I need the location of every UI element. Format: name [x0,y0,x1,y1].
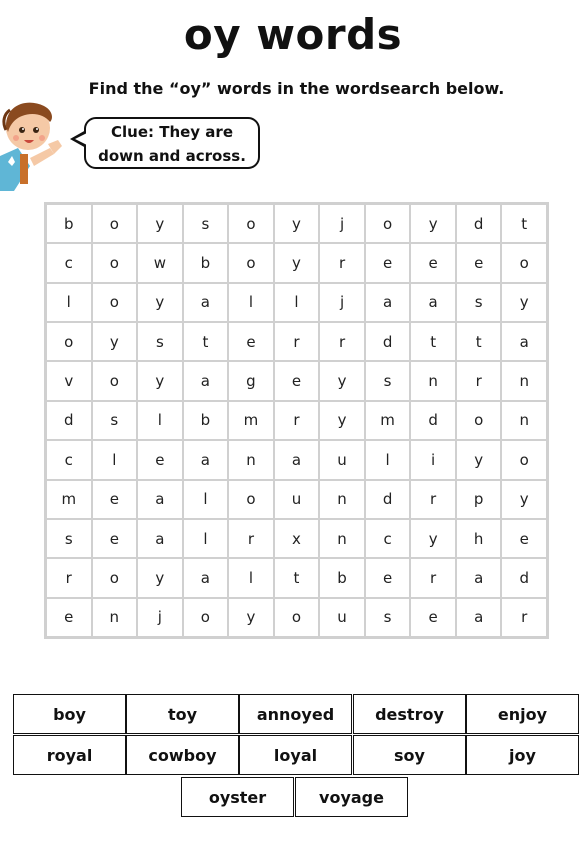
grid-cell[interactable]: p [456,480,502,519]
word-bank-item: annoyed [239,694,352,734]
grid-cell[interactable]: s [365,361,411,400]
grid-cell[interactable]: o [183,598,229,637]
grid-cell[interactable]: w [137,243,183,282]
grid-cell[interactable]: l [92,440,138,479]
word-bank-item: destroy [353,694,466,734]
grid-cell[interactable]: s [365,598,411,637]
grid-cell[interactable]: o [92,283,138,322]
grid-cell[interactable]: n [319,480,365,519]
grid-cell[interactable]: r [501,598,547,637]
grid-cell[interactable]: l [228,283,274,322]
grid-cell[interactable]: j [319,283,365,322]
grid-cell[interactable]: d [410,401,456,440]
word-bank-item: voyage [295,777,408,817]
grid-cell[interactable]: d [46,401,92,440]
word-bank-item: enjoy [466,694,579,734]
grid-cell[interactable]: c [365,519,411,558]
grid-cell[interactable]: j [137,598,183,637]
grid-cell[interactable]: o [228,243,274,282]
grid-cell[interactable]: r [228,519,274,558]
grid-cell[interactable]: y [228,598,274,637]
grid-cell[interactable]: y [410,204,456,243]
word-bank-item: soy [353,735,466,775]
grid-cell[interactable]: a [274,440,320,479]
grid-cell[interactable]: d [365,480,411,519]
grid-cell[interactable]: c [46,243,92,282]
grid-cell[interactable]: b [319,558,365,597]
grid-cell[interactable]: e [365,243,411,282]
grid-cell[interactable]: x [274,519,320,558]
grid-cell[interactable]: y [274,243,320,282]
grid-cell[interactable]: s [137,322,183,361]
grid-cell[interactable]: d [456,204,502,243]
child-waving-icon [0,96,70,191]
grid-cell[interactable]: a [456,598,502,637]
grid-cell[interactable]: o [92,243,138,282]
grid-cell[interactable]: o [501,440,547,479]
grid-cell[interactable]: r [274,322,320,361]
grid-cell[interactable]: n [228,440,274,479]
grid-cell[interactable]: y [319,401,365,440]
grid-cell[interactable]: s [46,519,92,558]
word-bank-item: boy [13,694,126,734]
grid-cell[interactable]: o [92,361,138,400]
grid-cell[interactable]: e [501,519,547,558]
grid-cell[interactable]: r [319,243,365,282]
grid-cell[interactable]: t [456,322,502,361]
grid-cell[interactable]: b [46,204,92,243]
grid-cell[interactable]: l [46,283,92,322]
grid-cell[interactable]: y [456,440,502,479]
grid-cell[interactable]: e [46,598,92,637]
grid-cell[interactable]: o [92,204,138,243]
grid-cell[interactable]: i [410,440,456,479]
grid-cell[interactable]: e [274,361,320,400]
grid-cell[interactable]: m [228,401,274,440]
grid-cell[interactable]: s [92,401,138,440]
grid-cell[interactable]: e [137,440,183,479]
word-bank-item: loyal [239,735,352,775]
grid-cell[interactable]: e [228,322,274,361]
grid-cell[interactable]: e [456,243,502,282]
grid-cell[interactable]: s [183,204,229,243]
grid-cell[interactable]: a [501,322,547,361]
grid-cell[interactable]: r [456,361,502,400]
grid-cell[interactable]: a [410,283,456,322]
grid-cell[interactable]: a [456,558,502,597]
grid-cell[interactable]: t [274,558,320,597]
grid-cell[interactable]: h [456,519,502,558]
grid-cell[interactable]: d [365,322,411,361]
grid-cell[interactable]: u [319,440,365,479]
grid-cell[interactable]: o [456,401,502,440]
grid-cell[interactable]: y [137,361,183,400]
grid-cell[interactable]: e [410,243,456,282]
grid-cell[interactable]: o [501,243,547,282]
grid-cell[interactable]: a [183,558,229,597]
word-bank-item: oyster [181,777,294,817]
wordsearch-grid [44,202,549,639]
grid-cell[interactable]: y [137,283,183,322]
grid-cell[interactable]: t [183,322,229,361]
clue-line-1: Clue: They are [111,123,233,141]
grid-cell[interactable]: g [228,361,274,400]
grid-cell[interactable]: o [92,558,138,597]
grid-cell[interactable]: n [501,401,547,440]
word-bank-item: royal [13,735,126,775]
grid-cell[interactable]: l [274,283,320,322]
grid-cell[interactable]: r [410,480,456,519]
grid-cell[interactable]: a [183,283,229,322]
grid-cell[interactable]: a [365,283,411,322]
grid-cell[interactable]: u [319,598,365,637]
grid-cell[interactable]: o [46,322,92,361]
clue-speech-bubble [84,117,260,169]
grid-cell[interactable]: o [274,598,320,637]
grid-cell[interactable]: e [92,519,138,558]
grid-cell[interactable]: y [410,519,456,558]
grid-cell[interactable]: l [137,401,183,440]
clue-line-2: down and across. [98,147,246,165]
grid-cell[interactable]: y [501,283,547,322]
instruction-text: Find the “oy” words in the wordsearch below. [88,79,505,98]
grid-cell[interactable]: c [46,440,92,479]
grid-cell[interactable]: e [92,480,138,519]
grid-cell[interactable]: b [183,401,229,440]
grid-cell[interactable]: o [228,204,274,243]
grid-cell[interactable]: l [365,440,411,479]
grid-cell[interactable]: a [183,361,229,400]
grid-cell[interactable]: a [183,440,229,479]
word-bank-item: toy [126,694,239,734]
grid-cell[interactable]: a [137,519,183,558]
grid-cell[interactable]: l [228,558,274,597]
grid-cell[interactable]: r [46,558,92,597]
grid-cell[interactable]: y [274,204,320,243]
grid-cell[interactable]: s [456,283,502,322]
grid-cell[interactable]: n [92,598,138,637]
grid-cell[interactable]: n [319,519,365,558]
grid-cell[interactable]: r [274,401,320,440]
grid-cell[interactable]: t [501,204,547,243]
grid-cell[interactable]: e [410,598,456,637]
grid-cell[interactable]: o [365,204,411,243]
grid-cell[interactable]: y [319,361,365,400]
grid-cell[interactable]: d [501,558,547,597]
speech-bubble-tail-fill [75,133,87,145]
grid-cell[interactable]: m [365,401,411,440]
word-bank-item: joy [466,735,579,775]
grid-cell[interactable]: v [46,361,92,400]
grid-cell[interactable]: n [410,361,456,400]
grid-cell[interactable]: n [501,361,547,400]
grid-cell[interactable]: y [137,558,183,597]
grid-cell[interactable]: a [137,480,183,519]
page-title: oy words [183,10,403,59]
grid-cell[interactable]: y [92,322,138,361]
grid-cell[interactable]: m [46,480,92,519]
grid-cell[interactable]: r [319,322,365,361]
word-bank-item: cowboy [126,735,239,775]
grid-cell[interactable]: t [410,322,456,361]
grid-cell[interactable]: e [365,558,411,597]
grid-cell[interactable]: l [183,480,229,519]
grid-cell[interactable]: j [319,204,365,243]
grid-cell[interactable]: y [137,204,183,243]
grid-cell[interactable]: o [228,480,274,519]
grid-cell[interactable]: u [274,480,320,519]
grid-cell[interactable]: l [183,519,229,558]
grid-cell[interactable]: r [410,558,456,597]
grid-cell[interactable]: b [183,243,229,282]
grid-cell[interactable]: y [501,480,547,519]
